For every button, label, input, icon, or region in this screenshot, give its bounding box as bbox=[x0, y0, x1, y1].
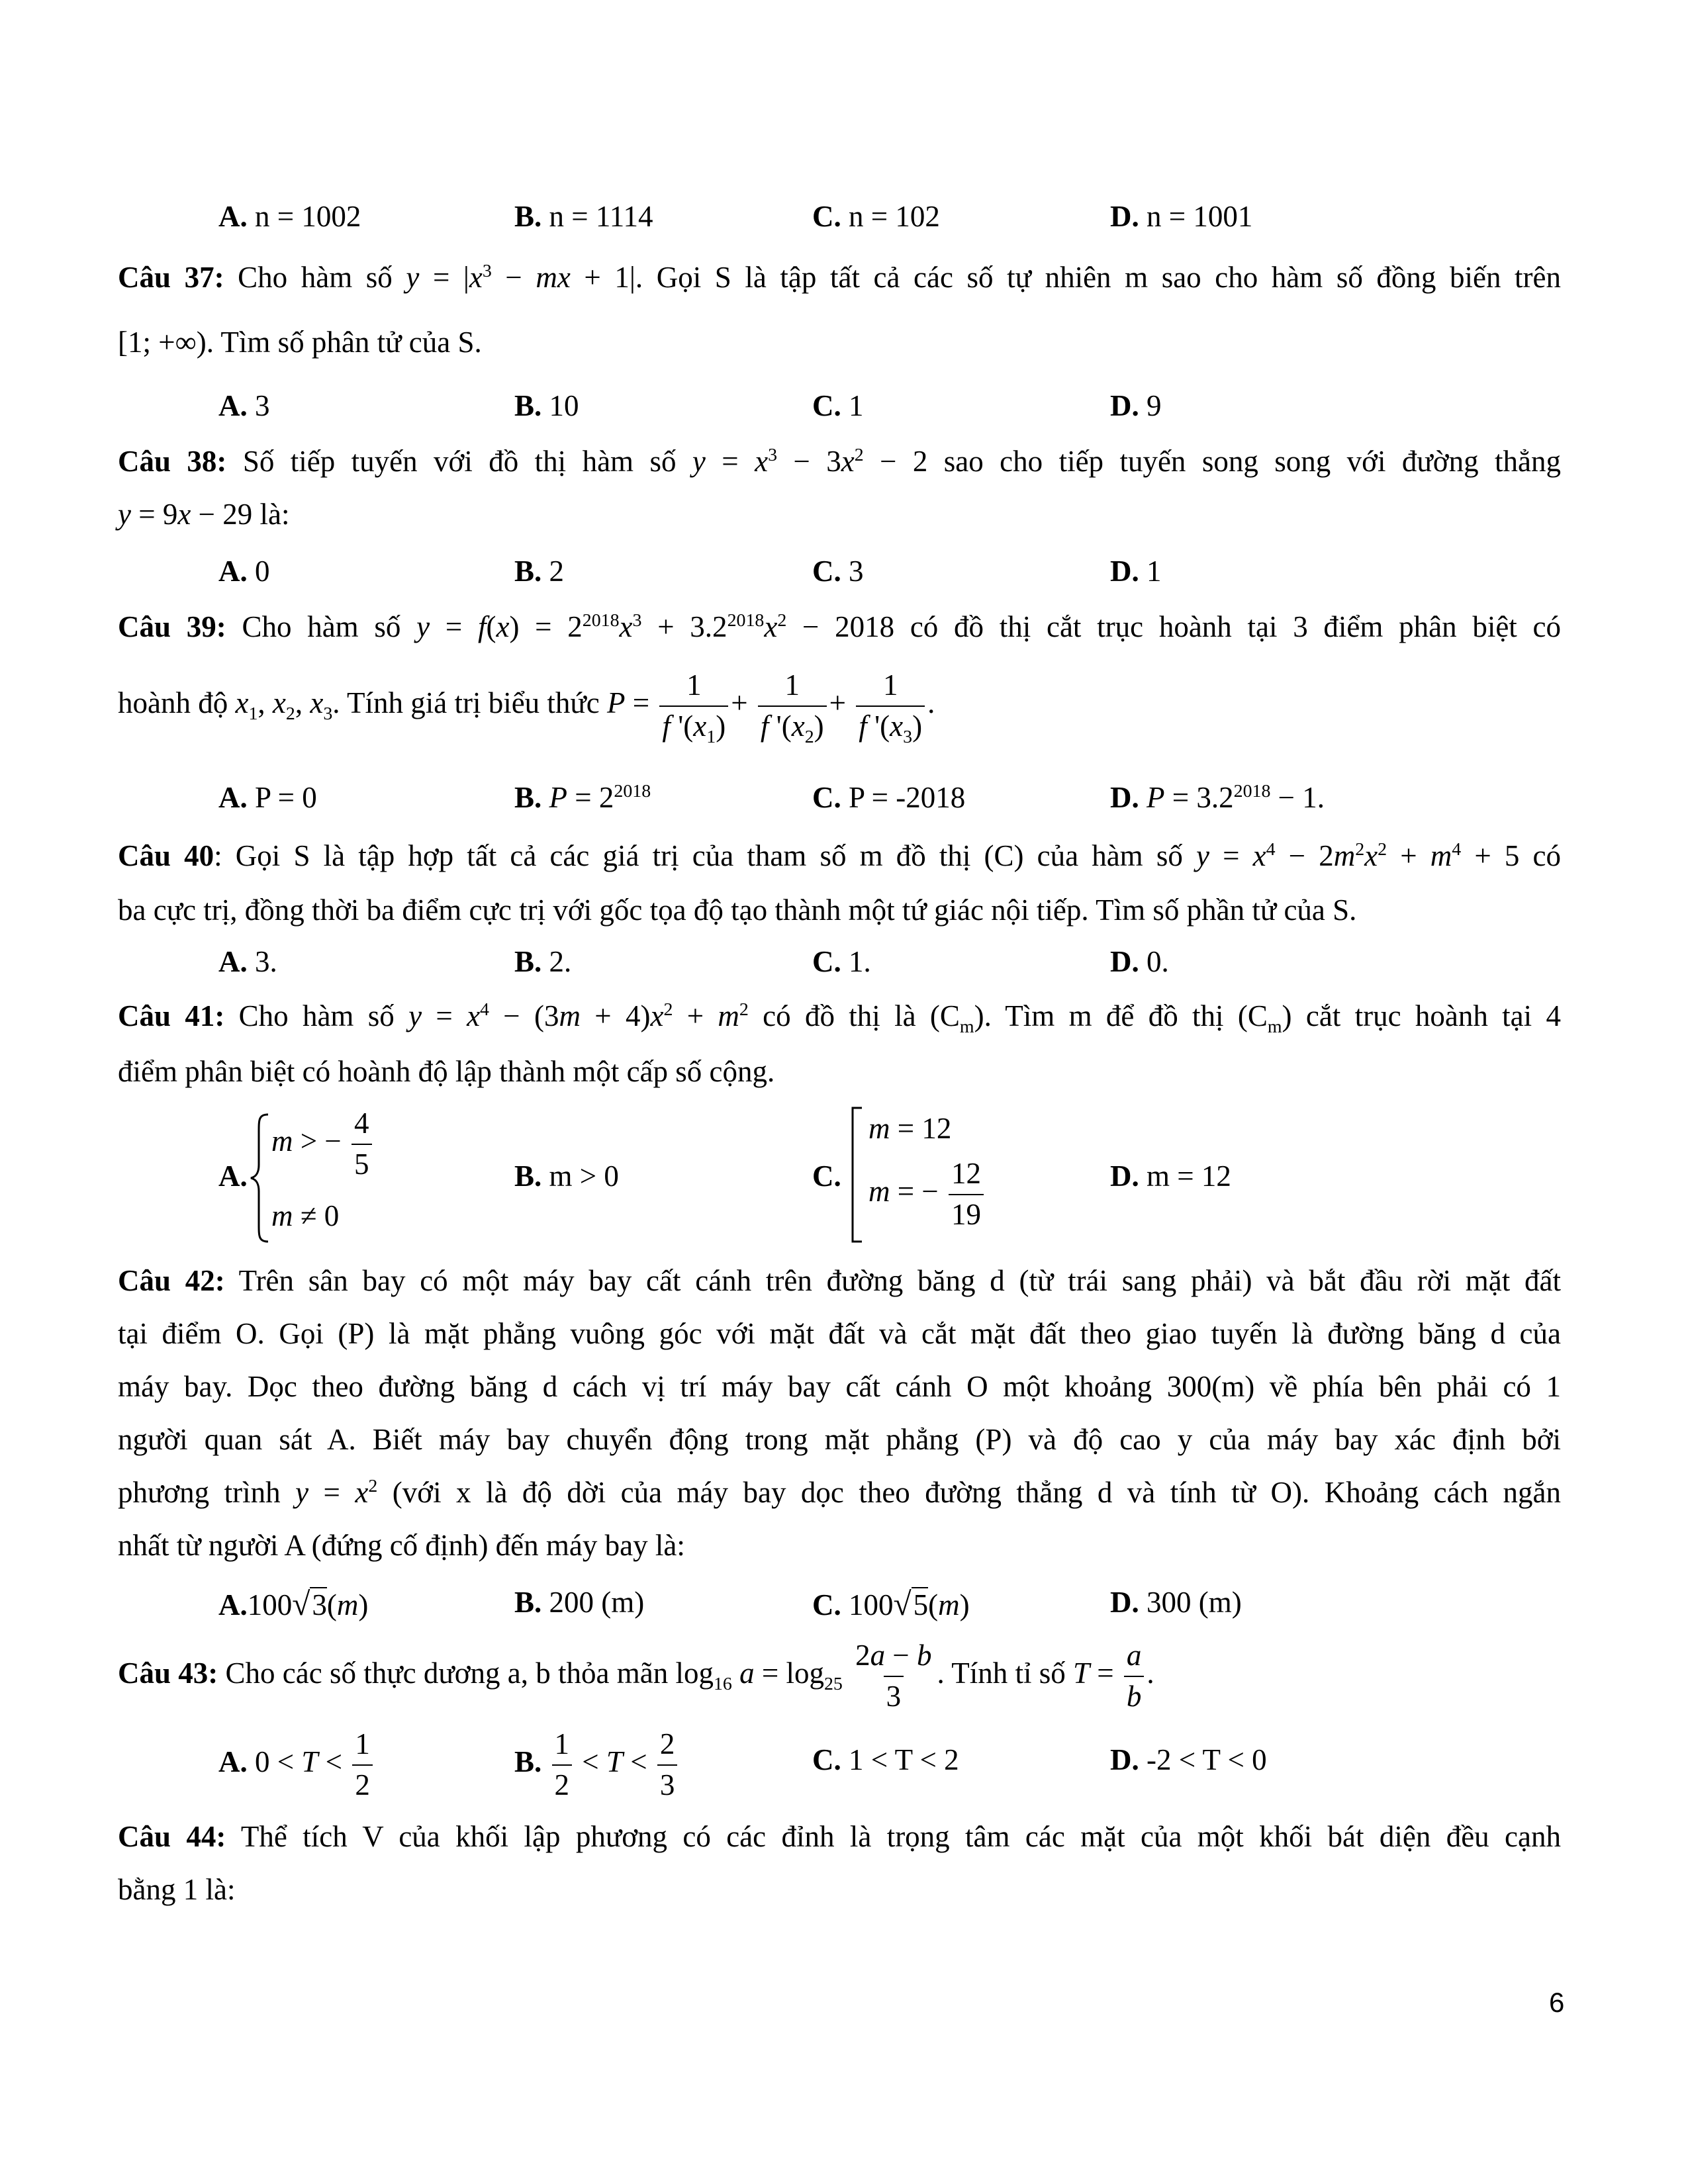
q38-option-b: B. 2 bbox=[514, 555, 565, 588]
q36-option-b: B. n = 1114 bbox=[514, 200, 653, 233]
q40-option-a: A. 3. bbox=[218, 945, 277, 978]
q43-ratio: T = $\frac{a}{b}$ . bbox=[1072, 1639, 1154, 1713]
q39-option-b: B. $P = 2^{2018}$ bbox=[514, 781, 651, 814]
q39-roots: $x_1$, $x_2$, $x_3$ bbox=[235, 686, 333, 725]
q42-option-b: B. 200 (m) bbox=[514, 1586, 645, 1619]
q41-option-a-label: A. bbox=[218, 1160, 248, 1193]
q42-option-d: D. 300 (m) bbox=[1110, 1586, 1242, 1619]
q42-formula: $y = x^2$ bbox=[295, 1476, 378, 1509]
q41-option-c-cond2: m = − $\frac{12}{19}$ bbox=[868, 1157, 986, 1232]
q40-formula: $y = x^4 - 2m^2x^2 + m^4 + 5$ bbox=[1196, 839, 1520, 872]
q40-option-b: B. 2. bbox=[514, 945, 572, 978]
q40-stem: Câu 40: Gọi S là tập hợp tất cả các giá trị của tham số m đồ thị (C) của hàm số $y = x^4 - 2m^2x^2 + m^4 + 5$ có bbox=[118, 839, 1561, 872]
q41-option-a-brace bbox=[248, 1112, 275, 1244]
q43-option-d: D. -2 < T < 0 bbox=[1110, 1743, 1267, 1776]
q42-stem-line3: máy bay. Dọc theo đường băng d cách vị trí máy bay cất cánh O một khoảng 300(m) về phía bên phải có 1 bbox=[118, 1370, 1561, 1403]
q43-formula: $\log_{16} a = \log_{25}$ $\frac{2a - b}{3}$ bbox=[675, 1639, 932, 1713]
q37-stem-line2: [1; +∞). Tìm số phân tử của S. bbox=[118, 326, 482, 359]
q41-stem: Câu 41: Cho hàm số $y = x^4 - (3m + 4)x^2 + m^2$ có đồ thị là $(C_m)$. Tìm m để đồ thị $(C_m)$ cắt trục hoành tại 4 bbox=[118, 999, 1561, 1037]
q43-option-c: C. 1 < T < 2 bbox=[812, 1743, 959, 1776]
q37-option-b: B. 10 bbox=[514, 389, 579, 422]
q43-option-a: A. 0 < T < $\frac{1}{2}$ bbox=[218, 1727, 375, 1803]
q39-formula: $y = f(x) = 2^{2018}x^3 + 3.2^{2018}x^2 - 2018$ bbox=[416, 610, 895, 643]
q36-option-c: C. n = 102 bbox=[812, 200, 940, 233]
q41-stem-line2: điểm phân biệt có hoành độ lập thành một cấp số cộng. bbox=[118, 1055, 775, 1088]
q39-expression: P = $\frac{1}{f '(x_1)}$ + $\frac{1}{f '(x_2)}$ + $\frac{1}{f '(x_3)}$ . bbox=[607, 668, 935, 747]
q40-option-c: C. 1. bbox=[812, 945, 871, 978]
q40-stem-line2: ba cực trị, đồng thời ba điểm cực trị với gốc tọa độ tạo thành một tứ giác nội tiếp. Tìm số phần tử của S. bbox=[118, 893, 1357, 927]
q37-option-c: C. 1 bbox=[812, 389, 864, 422]
q37-formula: $y = |x^3$ − mx + 1| bbox=[406, 261, 635, 294]
q36-option-d: D. n = 1001 bbox=[1110, 200, 1253, 233]
q37-stem: Câu 37: Cho hàm số $y = |x^3$ − mx + 1|. Gọi S là tập tất cả các số tự nhiên m sao cho hàm số đồng biến trên bbox=[118, 261, 1561, 294]
q41-option-d: D. m = 12 bbox=[1110, 1160, 1231, 1193]
q39-stem: Câu 39: Cho hàm số $y = f(x) = 2^{2018}x^3 + 3.2^{2018}x^2 - 2018$ có đồ thị cắt trục hoành tại 3 điểm phân biệt có bbox=[118, 610, 1561, 643]
q38-option-d: D. 1 bbox=[1110, 555, 1162, 588]
q39-stem-line2: hoành độ $x_1$, $x_2$, $x_3$. Tính giá trị biểu thức P = $\frac{1}{f '(x_1)}$ + $\frac{1}{f '(x_2)}$ + $\frac{1}{f '(x_3)}$ . bbox=[118, 668, 935, 747]
q42-stem-line6: nhất từ người A (đứng cố định) đến máy bay là: bbox=[118, 1529, 685, 1562]
q39-option-c: C. P = -2018 bbox=[812, 781, 966, 814]
q41-option-a-cond1: m > − $\frac{4}{5}$ bbox=[271, 1107, 375, 1182]
q41-option-c-bracket bbox=[849, 1105, 865, 1244]
q38-formula: $y = x^3 - 3x^2 - 2$ bbox=[692, 445, 928, 478]
q38-option-c: C. 3 bbox=[812, 555, 864, 588]
q41-option-b: B. m > 0 bbox=[514, 1160, 619, 1193]
q37-option-a: A. 3 bbox=[218, 389, 270, 422]
q42-option-a: A.100√3(m) bbox=[218, 1586, 369, 1622]
q43-stem: Câu 43: Cho các số thực dương a, b thỏa mãn $\log_{16} a = \log_{25}$ $\frac{2a - b}{3}$ . Tính tỉ số T = $\frac{a}{b}$ . bbox=[118, 1639, 1154, 1713]
q44-stem-line2: bằng 1 là: bbox=[118, 1873, 236, 1906]
q39-option-d: D. $P = 3.2^{2018} - 1$. bbox=[1110, 781, 1325, 814]
q36-option-a: A. n = 1002 bbox=[218, 200, 361, 233]
q41-option-c-cond1: m = 12 bbox=[868, 1112, 952, 1145]
q43-option-b: B. $\frac{1}{2}$ < T < $\frac{2}{3}$ bbox=[514, 1727, 680, 1803]
q38-stem: Câu 38: Số tiếp tuyến với đồ thị hàm số $y = x^3 - 3x^2 - 2$ sao cho tiếp tuyến song song với đường thẳng bbox=[118, 445, 1561, 478]
q39-option-a: A. P = 0 bbox=[218, 781, 317, 814]
q42-stem-line2: tại điểm O. Gọi (P) là mặt phẳng vuông góc với mặt đất và cắt mặt đất theo giao tuyến là đường băng d của bbox=[118, 1317, 1561, 1350]
q41-option-c-label: C. bbox=[812, 1160, 841, 1193]
q42-option-c: C. 100√5(m) bbox=[812, 1586, 970, 1622]
q38-stem-line2: y = 9x − 29 là: bbox=[118, 498, 290, 531]
q38-option-a: A. 0 bbox=[218, 555, 270, 588]
page-number: 6 bbox=[1549, 1987, 1565, 2018]
q42-stem-line1: Câu 42: Trên sân bay có một máy bay cất cánh trên đường băng d (từ trái sang phải) và bắt đầu rời mặt đất bbox=[118, 1264, 1561, 1297]
q41-option-a-cond2: m ≠ 0 bbox=[271, 1199, 340, 1232]
q37-interval: [1; +∞) bbox=[118, 326, 207, 359]
q42-stem-line5: phương trình $y = x^2$ (với x là độ dời của máy bay dọc theo đường thẳng d và tính từ O). Khoảng cách ngắn bbox=[118, 1476, 1561, 1509]
q38-line-formula: y = 9x − 29 bbox=[118, 498, 253, 531]
q44-stem-line1: Câu 44: Thể tích V của khối lập phương có các đỉnh là trọng tâm các mặt của một khối bát diện đều cạnh bbox=[118, 1820, 1561, 1853]
q40-option-d: D. 0. bbox=[1110, 945, 1169, 978]
q41-formula: $y = x^4 - (3m + 4)x^2 + m^2$ bbox=[408, 999, 749, 1032]
q37-option-d: D. 9 bbox=[1110, 389, 1162, 422]
q42-stem-line4: người quan sát A. Biết máy bay chuyển động trong mặt phẳng (P) và độ cao y của máy bay xác định bởi bbox=[118, 1423, 1561, 1456]
